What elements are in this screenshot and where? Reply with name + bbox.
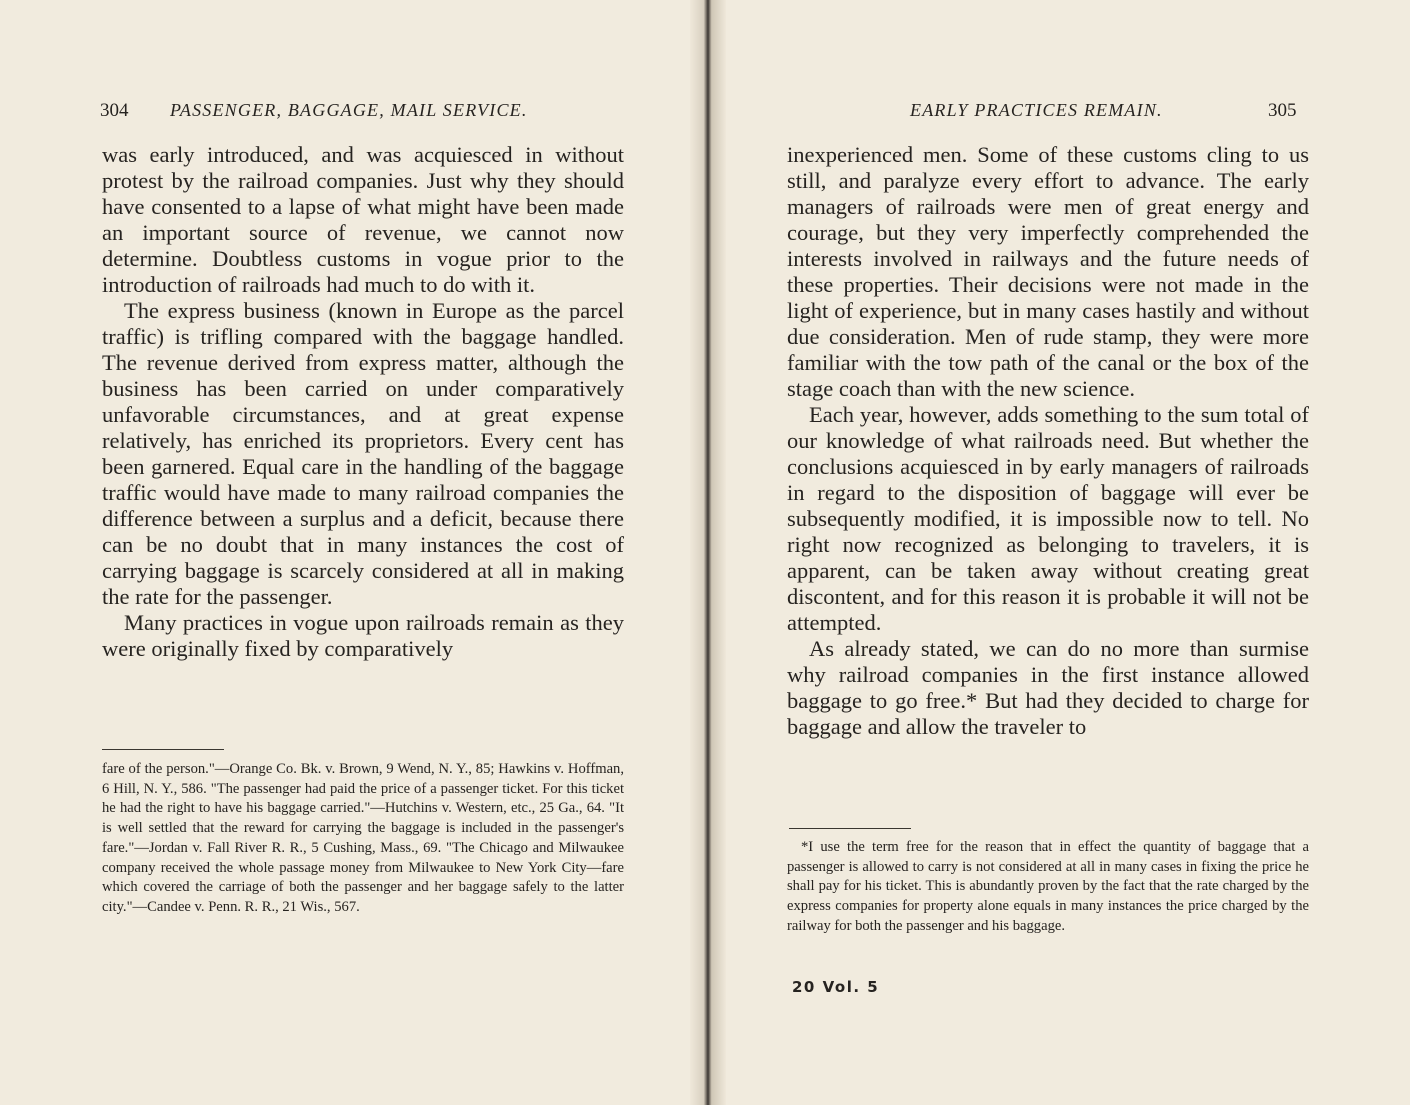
right-paragraph-3: As already stated, we can do no more than surmise why railroad companies in the first instance allowed baggage to go free.* But had they decided to charge for baggage and allow the traveler to: [787, 636, 1309, 739]
left-paragraph-1: was early introduced, and was acquiesced in without protest by the railroad companies. Just why they should have consented to a lapse of what might have been made an important source of revenue, we cannot now determine. Doubtless customs in vogue prior to the introduction of railroads had much to do with it.: [102, 142, 624, 297]
left-body-text: [102, 142, 624, 662]
right-page-number: 305: [1268, 100, 1297, 121]
signature-mark: 20 Vol. 5: [792, 978, 880, 996]
left-paragraph-3: Many practices in vogue upon railroads remain as they were originally fixed by comparatively: [102, 610, 624, 661]
right-header: [787, 100, 1310, 124]
right-footnote: [787, 838, 1309, 937]
left-header: [100, 100, 625, 124]
right-page: [712, 0, 1410, 1105]
left-footnote-text: fare of the person."—Orange Co. Bk. v. Brown, 9 Wend, N. Y., 85; Hawkins v. Hoffman, 6 Hill, N. Y., 586. "The passenger had paid the price of a passenger ticket. For this ticket he had the right to have his baggage carried."—Hutchins v. Western, etc., 25 Ga., 64. "It is well settled that the reward for carrying the baggage is included in the passenger's fare."—Jordan v. Fall River R. R., 5 Cushing, Mass., 69. "The Chicago and Milwaukee company received the whole passage money from Milwaukee to New York City—fare which covered the carriage of both the passenger and her baggage safely to the latter city."—Candee v. Penn. R. R., 21 Wis., 567.: [102, 761, 624, 915]
right-footnote-text: *I use the term free for the reason that in effect the quantity of baggage that a passenger is allowed to carry is not considered at all in many cases in fixing the price he shall pay for his ticket. This is abundantly proven by the fact that the rate charged by the express companies for property alone equals in many instances the price charged by the railway for both the passenger and his baggage.: [787, 839, 1309, 934]
right-body-text: [787, 142, 1309, 740]
right-paragraph-2: Each year, however, adds something to the sum total of our knowledge of what railroads need. But whether the conclusions acquiesced in by early managers of railroads in regard to the disposition of baggage will ever be subsequently modified, it is impossible now to tell. No right now recognized as belonging to travelers, it is apparent, can be taken away without creating great discontent, and for this reason it is probable it will not be attempted.: [787, 402, 1309, 635]
left-paragraph-2: The express business (known in Europe as the parcel traffic) is trifling compared with the baggage handled. The revenue derived from express matter, although the business has been carried on under comparatively unfavorable circumstances, and at great expense relatively, has enriched its proprietors. Every cent has been garnered. Equal care in the handling of the baggage traffic would have made to many railroad companies the difference between a surplus and a deficit, because there can be no doubt that in many instances the cost of carrying baggage is scarcely considered at all in making the rate for the passenger.: [102, 298, 624, 609]
left-running-head: PASSENGER, BAGGAGE, MAIL SERVICE.: [170, 100, 528, 120]
left-footnote-rule: [102, 749, 224, 750]
left-footnote: [102, 760, 624, 918]
left-page: [0, 0, 700, 1105]
right-paragraph-1: inexperienced men. Some of these customs cling to us still, and paralyze every effort to advance. The early managers of railroads were men of great energy and courage, but they very imperfectly comprehended the interests involved in railways and the future needs of these properties. Their decisions were not made in the light of experience, but in many cases hastily and without due consideration. Men of rude stamp, they were more familiar with the tow path of the canal or the box of the stage coach than with the new science.: [787, 142, 1309, 401]
right-footnote-rule: [789, 828, 911, 829]
left-page-number: 304: [100, 100, 129, 121]
right-running-head: EARLY PRACTICES REMAIN.: [910, 100, 1163, 120]
